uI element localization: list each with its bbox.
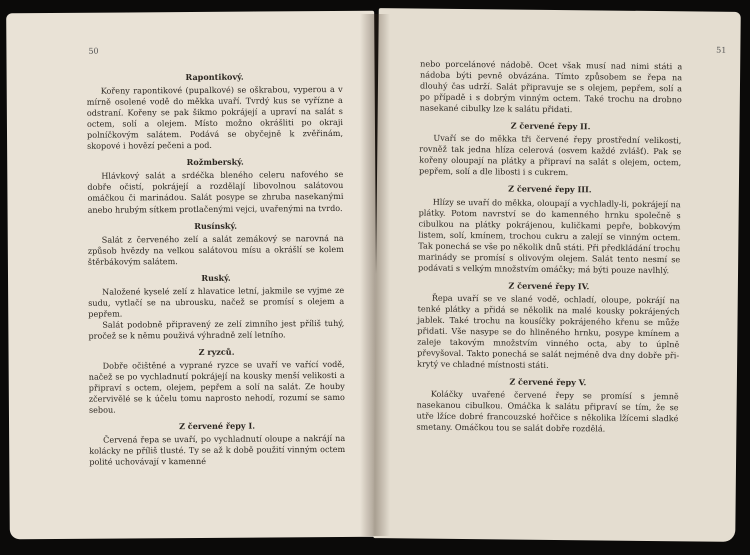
paragraph: Salát z červeného zelí a salát zemákový se narovná na způsob hvězdy na velkou salátovou mísu a okrášlí se kolem štěrbákovým salátem.	[87, 232, 344, 267]
text-column	[87, 71, 346, 468]
section-heading: Ruský.	[201, 272, 231, 283]
left-page	[6, 11, 378, 540]
paragraph: Hlízy se uvaří do měkka, oloupají a vychladly-li, pokrájejí na plátky. Potom navrství se do kamenného hrnku společně s cibulkou na plátky pokrájenou, kuličkami pepře, bobkovým listem, solí, kmínem, trochou cukru a zalejí se vinným octem. Tak ponechá se vše po několik dnů státi. Při předkládání trochu marinády se promísí s olivovým olejem. Salát tento nesmí se podávati s velkým množstvím omáčky; má býti pouze navlhlý.	[418, 196, 681, 275]
paragraph: Červená řepa se uvaří, po vychladnutí oloupe a nakrájí na kolácky ne příliš tlusté. Ty se až k době použití vinným octem polité uchovávají v kamenné	[89, 433, 346, 468]
section-heading: Z červené řepy V.	[509, 376, 587, 388]
paragraph: Dobře očištěné a vyprané ryzce se uvaří ve vařící vodě, načež se po vychladnutí pokrájejí na kousky menší velikosti a připraví s octem, olejem, pepřem a solí na salát. Ze houby zčervivělé se k účelu tomu naprosto nehodí, rozumí se samo sebou.	[88, 359, 345, 415]
section-heading: Z červené řepy III.	[508, 183, 592, 195]
paragraph: Kořeny rapontikové (pupalkové) se oškrabou, vyperou a v mírně osolené vodě do měkka uvaří. Tvrdý kus se vyřízne a odstraní. Kořeny se pak šikmo pokrájejí a upraví na salát s octem, solí a olejem. Místo možno okrášliti po okraji polníčkovým salátem. Podává se obyčejně k zvěřinám, skopové i hovězí pečeni a pod.	[86, 83, 344, 152]
paragraph: Řepa uvaří se ve slané vodě, ochladí, oloupe, pokrájí na tenké plátky a přidá se několik na malé kousky pokrájených jablek. Také trochu na kousíčky pokrájeného křenu se může přidati. Vše nasype se do hliněného hrnku, posype kmínem a zaleje takovým množstvím vinného octa, aby to úplně převyšoval. Takto ponechá se salát nejméně dva dny dobře přikrytý ve chladné místnosti státi.	[417, 292, 680, 371]
section-heading: Rapontikový.	[185, 71, 244, 83]
section-heading: Z červené řepy IV.	[508, 280, 590, 292]
paragraph: Salát podobně připravený ze zelí zimního jest příliš tuhý, pročež se k němu použivá výhradně zelí letního.	[88, 317, 345, 341]
paragraph: Uvaří se do měkka tři červené řepy prostřední velikosti, rovněž tak jedna hlíza celerová (osvem každé zvlášť). Pak se kořeny oloupají na plátky a připraví na salát s olejem, octem, pepřem, solí a dle libosti i s cukrem.	[419, 132, 682, 178]
right-page	[373, 8, 741, 542]
section-heading: Rusínský.	[194, 220, 238, 231]
page-number: 50	[88, 46, 99, 56]
paragraph: nebo porcelánové nádobě. Ocet však musí nad nimi státi a nádoba býti pevně obvázána. Tímto způsobem se řepa na dlouhý čas udrží. Salát připravuje se s olejem, pepřem, solí a po případě i s dobrým vinným octem. Také trochu na drobno nasekané cibulky lze k salátu přidati.	[419, 58, 683, 115]
section-heading: Z ryzců.	[198, 346, 235, 357]
paragraph: Koláčky uvařené červené řepy se promísí s jemně nasekanou cibulkou. Omáčka k salátu připraví se tím, že se utře lžíce dobré francouzské hořčice s několika lžícemi sladké smetany. Omáčkou tou se salát dobře rozdělá.	[416, 388, 679, 434]
page-number: 51	[716, 45, 727, 55]
book-gutter	[360, 14, 390, 536]
section-heading: Z červené řepy I.	[179, 420, 256, 432]
section-heading: Z červené řepy II.	[510, 120, 591, 132]
section-heading: Rožmberský.	[186, 156, 244, 168]
text-column	[416, 59, 682, 436]
paragraph: Hlávkový salát a srdéčka bleného celeru nafového se dobře očistí, pokrájejí a rozdělají libovolnou salátovou omáčkou či marinádou. Salát posype se zhruba nasekanými anebo hrubým sítkem protlačenými vejci, uvařenými na tvrdo.	[87, 169, 344, 215]
paragraph: Naložené kyselé zelí z hlavatice letní, jakmile se vyjme ze sudu, vytlačí se na ubrousku, načež se promísí s olejem a pepřem.	[88, 284, 345, 319]
